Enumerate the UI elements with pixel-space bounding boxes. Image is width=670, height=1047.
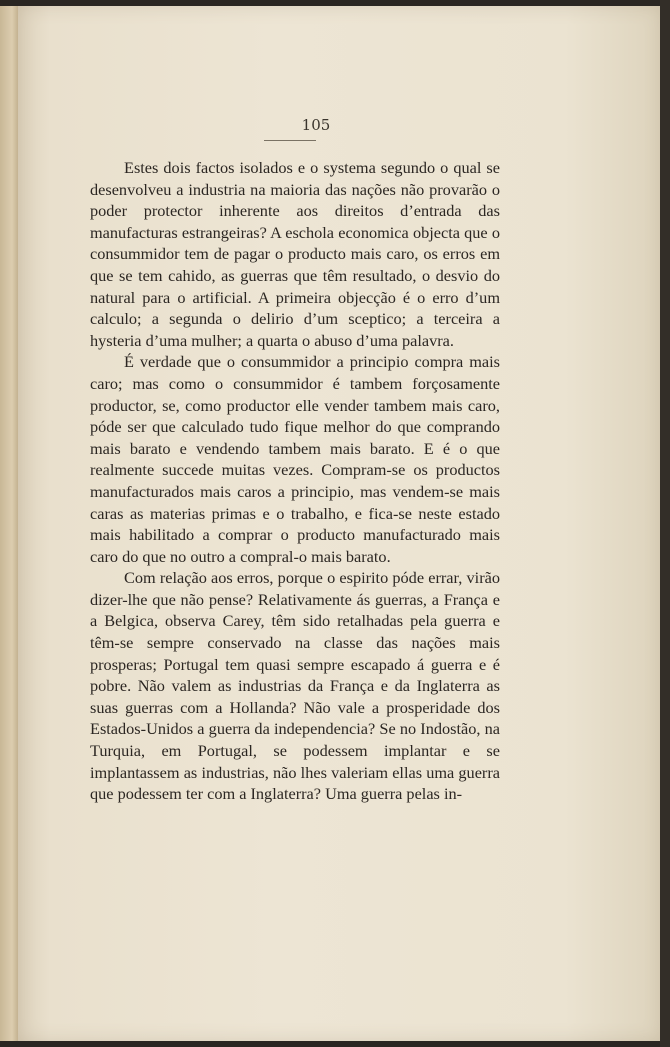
body-text [90,157,500,805]
paragraph-3: Com relação aos erros, porque o espirito póde errar, virão dizer-lhe que não pense? Relativamente ás guerras, a França e a Belgica, observa Carey, têm sido retalhadas pela guerra e têm-se sempre conservado na classe das nações mais prosperas; Portugal tem quasi sempre escapado á guerra e é pobre. Não valem as industrias da França e da Inglaterra as suas guerras com a Hollanda? Não vale a prosperidade dos Estados-Unidos a guerra da independencia? Se no Indostão, na Turquia, em Portugal, se podessem implantar e se implantassem as industrias, não lhes valeriam ellas uma guerra que podessem ter com a Inglaterra? Uma guerra pelas in- [90,568,500,804]
scan-border [660,0,670,1047]
paragraph-2: É verdade que o consummidor a principio compra mais caro; mas como o consummidor é tambem forçosamente productor, se, como productor elle vender tambem mais caro, póde ser que calculado tudo fique melhor do que comprando mais barato e vendendo tambem mais barato. E é o que realmente succede muitas vezes. Compram-se os productos manufacturados mais caros a principio, mas vendem-se mais caras as materias primas e o trabalho, e fica-se neste estado mais habilitado a comprar o producto manufacturado mais caro do que no outro a compral-o mais barato. [90,352,500,566]
page-number: 105 [301,116,331,134]
page-number-rule [264,140,316,141]
facing-page-edge [0,6,20,1041]
paragraph-1: Estes dois factos isolados e o systema segundo o qual se desenvolveu a industria na maioria das nações não provarão o poder protector inherente aos direitos d’entrada das manufacturas estrangeiras? A eschola economica objecta que o consummidor tem de pagar o producto mais caro, os erros em que se tem cahido, as guerras que têm resultado, o desvio do natural para o artificial. A primeira objecção é o erro d’um calculo; a segunda o delirio d’um sceptico; a terceira a hysteria d’uma mulher; a quarta o abuso d’uma palavra. [90,158,500,350]
book-page [18,6,662,1041]
